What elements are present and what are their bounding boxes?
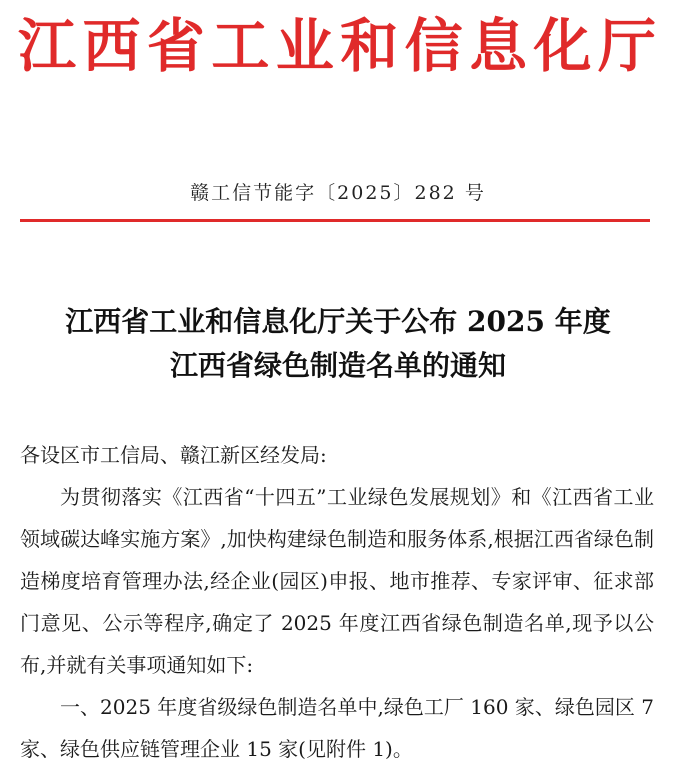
notice-title <box>0 300 676 388</box>
salutation: 各设区市工信局、赣江新区经发局: <box>20 443 327 467</box>
body-paragraph-1: 为贯彻落实《江西省“十四五”工业绿色发展规划》和《江西省工业领域碳达峰实施方案》,加快构建绿色制造和服务体系,根据江西省绿色制造梯度培育管理办法,经企业(园区)申报、地市推荐、专家评审、征求部门意见、公示等程序,确定了 2025 年度江西省绿色制造名单,现予以公布,并就有关事项通知如下: <box>20 485 654 677</box>
red-divider-line <box>20 219 650 222</box>
notice-title-line-2: 江西省绿色制造名单的通知 <box>169 349 506 382</box>
notice-body <box>20 434 654 770</box>
issuer-title: 江西省工业和信息化厅 <box>18 12 658 80</box>
document-number: 赣工信节能字〔2025〕282 号 <box>190 182 486 204</box>
body-paragraph-2: 一、2025 年度省级绿色制造名单中,绿色工厂 160 家、绿色园区 7 家、绿色供应链管理企业 15 家(见附件 1)。 <box>20 695 654 761</box>
notice-title-line-1: 江西省工业和信息化厅关于公布 2025 年度 <box>65 305 611 338</box>
document-header <box>0 0 676 100</box>
